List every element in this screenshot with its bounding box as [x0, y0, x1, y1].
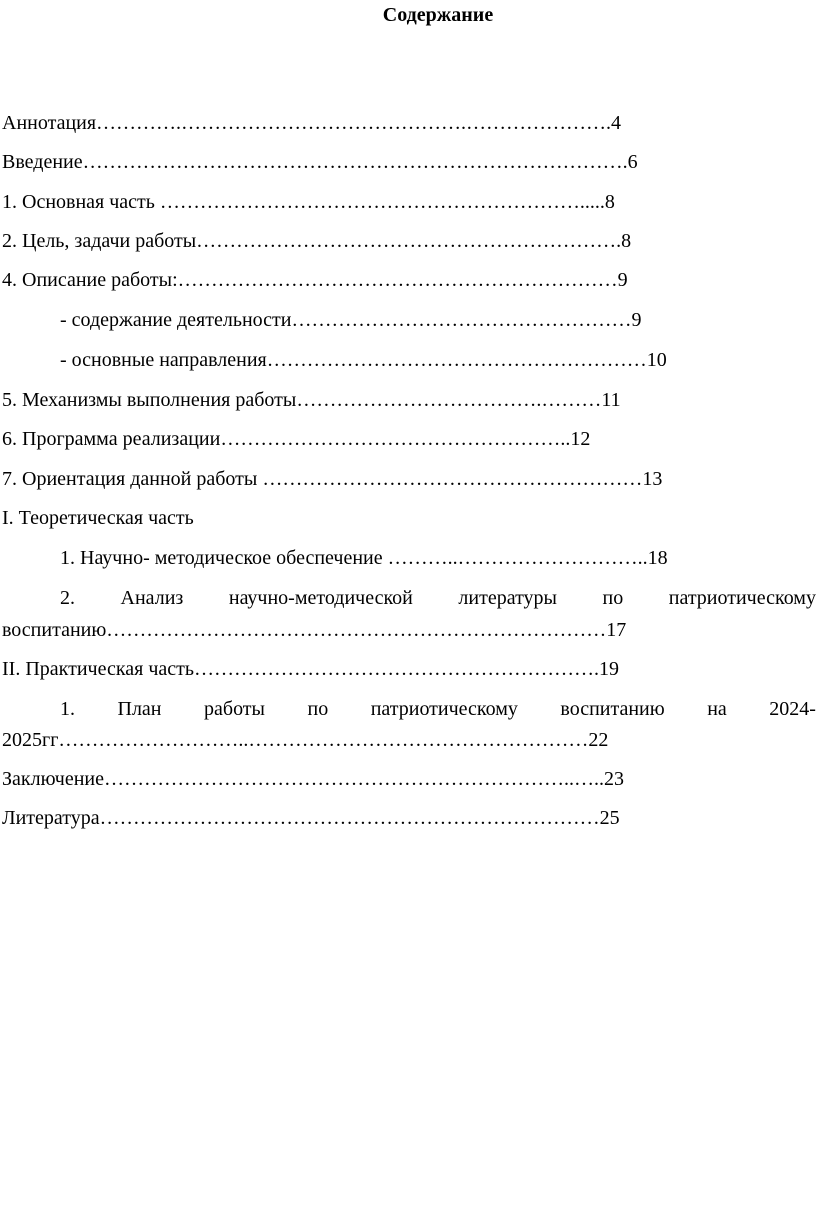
word: научно-методической: [228, 587, 413, 609]
toc-entry-literature-analysis: [60, 586, 816, 610]
toc-entry-main-part: 1. Основная часть ……………………………………………………….....8: [2, 191, 615, 213]
toc-entry-methodology: 1. Научно- методическое обеспечение ………..………………………..18: [60, 547, 668, 569]
word: по: [602, 587, 624, 609]
word: 2024-: [769, 698, 816, 720]
word: работы: [204, 698, 265, 720]
toc-entry-references: Литература…………………………………………………………………25: [2, 807, 620, 829]
word: литературы: [458, 587, 557, 609]
word: по: [307, 698, 329, 720]
word: патриотическому: [370, 698, 518, 720]
toc-entry-program: 6. Программа реализации……………………………………………..12: [2, 428, 591, 450]
word: 1.: [60, 698, 75, 720]
toc-entry-description: 4. Описание работы:…………………………………………………………9: [2, 269, 628, 291]
toc-entry-mechanisms: 5. Механизмы выполнения работы……………………………….………11: [2, 389, 621, 411]
word: воспитанию: [560, 698, 665, 720]
word: патриотическому: [668, 587, 816, 609]
toc-entry-work-plan: [60, 697, 816, 721]
toc-section-theory: I. Теоретическая часть: [2, 507, 194, 529]
toc-entry-conclusion: Заключение……………………………………………………………..…..23: [2, 768, 624, 790]
toc-entry-work-plan-cont: 2025гг………………………..……………………………………………22: [2, 729, 609, 751]
toc-entry-annotation: Аннотация………….…………………………………….………………….4: [2, 112, 622, 134]
toc-section-practice: II. Практическая часть…………………………………………………….19: [2, 658, 620, 680]
toc-entry-introduction: Введение……………………………………………………………………….6: [2, 151, 638, 173]
word: 2.: [60, 587, 75, 609]
word: Анализ: [120, 587, 184, 609]
toc-entry-main-directions: - основные направления…………………………………………………10: [60, 349, 667, 371]
page-title: Содержание: [382, 4, 494, 26]
toc-entry-goals: 2. Цель, задачи работы……………………………………………………….8: [2, 230, 632, 252]
word: на: [707, 698, 727, 720]
word: План: [117, 698, 162, 720]
toc-entry-orientation: 7. Ориентация данной работы …………………………………………………13: [2, 468, 663, 490]
toc-entry-activity-content: - содержание деятельности……………………………………………9: [60, 309, 642, 331]
toc-entry-literature-analysis-cont: воспитанию…………………………………………………………………17: [2, 619, 627, 641]
